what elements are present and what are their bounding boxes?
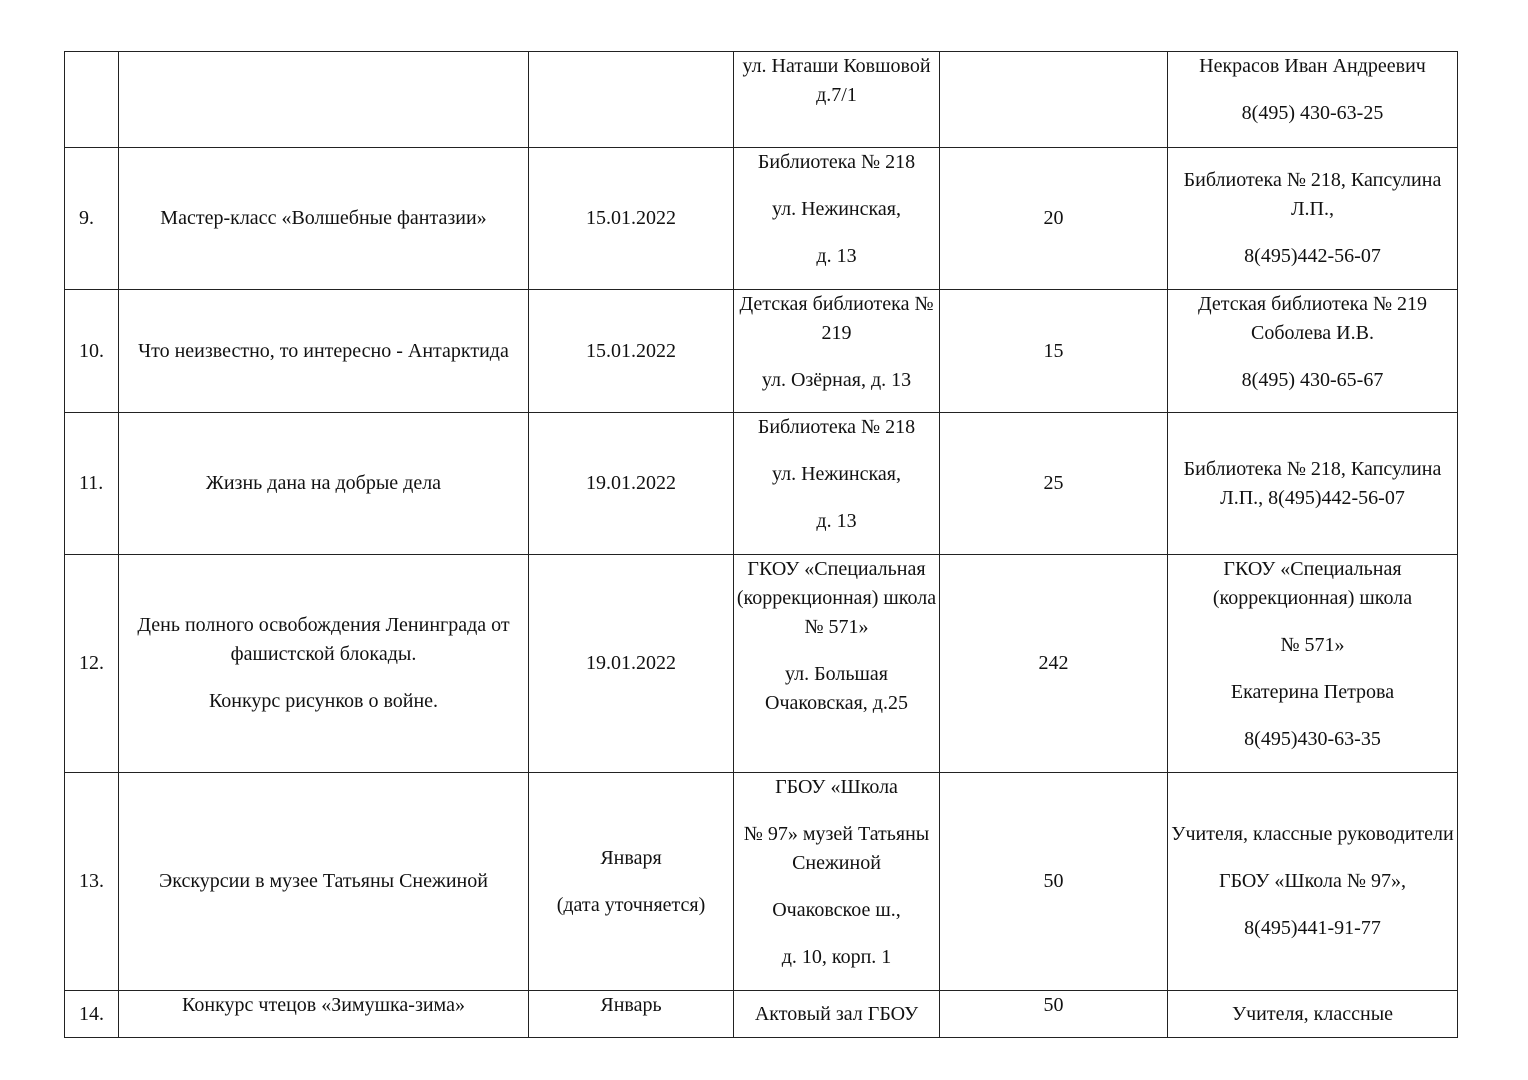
row-number-cell — [65, 290, 119, 413]
event-text: Жизнь дана на добрые дела — [205, 472, 442, 494]
place-text: д. 10, корп. 1 — [781, 946, 892, 968]
event-cell — [119, 991, 529, 1038]
contact-text: Екатерина Петрова — [1230, 681, 1395, 703]
place-cell — [734, 148, 940, 290]
event-cell — [119, 555, 529, 773]
row-number: 14. — [79, 1002, 104, 1025]
date-cell — [529, 773, 734, 991]
place-text: Библиотека № 218 — [757, 416, 916, 438]
place-text: ул. Нежинская, — [771, 463, 901, 485]
event-text: Мастер-класс «Волшебные фантазии» — [160, 207, 487, 229]
contact-cell — [1168, 773, 1458, 991]
contact-text: Некрасов Иван Андреевич — [1199, 55, 1426, 77]
contact-cell — [1168, 413, 1458, 555]
event-text: Конкурс чтецов «Зимушка-зима» — [182, 994, 465, 1016]
place-cell — [734, 413, 940, 555]
event-cell — [119, 773, 529, 991]
contact-text: № 571» — [1280, 634, 1345, 656]
date-text: Январь — [600, 994, 662, 1016]
place-text: ул. Нежинская, — [771, 198, 901, 220]
place-text: ул. Большая Очаковская, д.25 — [765, 663, 908, 714]
count-text: 25 — [1043, 472, 1064, 494]
row-number: 10. — [79, 339, 104, 362]
date-text: 15.01.2022 — [586, 207, 676, 229]
events-table — [64, 51, 1458, 1038]
contact-text: Учителя, классные руководители — [1171, 823, 1454, 845]
contact-text: 8(495) 430-63-25 — [1241, 102, 1384, 124]
count-cell — [940, 773, 1168, 991]
event-text: Что неизвестно, то интересно - Антарктида — [138, 339, 509, 362]
event-cell — [119, 148, 529, 290]
event-cell — [119, 52, 529, 148]
count-cell — [940, 555, 1168, 773]
contact-text: 8(495)441-91-77 — [1244, 917, 1381, 939]
place-text: д. 13 — [816, 245, 857, 267]
table-row — [65, 148, 1458, 290]
contact-text: ГБОУ «Школа № 97», — [1219, 870, 1406, 892]
row-number-cell — [65, 148, 119, 290]
event-text: Экскурсии в музее Татьяны Снежиной — [159, 870, 488, 892]
row-number-cell — [65, 52, 119, 148]
date-cell — [529, 148, 734, 290]
table-row — [65, 555, 1458, 773]
event-text: День полного освобождения Ленинграда от фашистской блокады. — [137, 614, 510, 665]
place-text: Очаковское ш., — [772, 899, 901, 921]
place-text: ул. Наташи Ковшовой д.7/1 — [742, 55, 931, 106]
place-text: ГБОУ «Школа — [775, 776, 898, 798]
count-cell — [940, 148, 1168, 290]
count-cell — [940, 290, 1168, 413]
place-text: ГКОУ «Специальная (коррекционная) школа № 571» — [736, 558, 937, 638]
date-cell — [529, 413, 734, 555]
date-text: Января — [600, 846, 662, 869]
count-text: 20 — [1043, 207, 1064, 229]
table-row — [65, 290, 1458, 413]
date-text: (дата уточняется) — [556, 893, 706, 916]
contact-text: Детская библиотека № 219 Соболева И.В. — [1197, 293, 1428, 344]
count-cell — [940, 991, 1168, 1038]
row-number-cell — [65, 555, 119, 773]
contact-text: 8(495)442-56-07 — [1244, 245, 1381, 267]
contact-text: 8(495)430-63-35 — [1244, 728, 1381, 750]
contact-cell — [1168, 148, 1458, 290]
contact-cell — [1168, 555, 1458, 773]
date-text: 19.01.2022 — [586, 472, 676, 494]
place-text: № 97» музей Татьяны Снежиной — [743, 823, 930, 874]
table-row — [65, 413, 1458, 555]
event-cell — [119, 290, 529, 413]
event-text: Конкурс рисунков о войне. — [208, 690, 439, 712]
place-text: Библиотека № 218 — [757, 151, 916, 173]
date-text: 19.01.2022 — [586, 652, 676, 674]
place-text: д. 13 — [816, 510, 857, 532]
row-number-cell — [65, 413, 119, 555]
row-number: 11. — [79, 472, 104, 494]
date-cell — [529, 290, 734, 413]
place-text: Детская библиотека № 219 — [739, 293, 934, 344]
date-cell — [529, 555, 734, 773]
table-row — [65, 52, 1458, 148]
date-text: 15.01.2022 — [586, 339, 676, 362]
date-cell — [529, 991, 734, 1038]
contact-text: 8(495) 430-65-67 — [1241, 369, 1384, 391]
place-cell — [734, 773, 940, 991]
contact-cell — [1168, 290, 1458, 413]
place-cell — [734, 52, 940, 148]
row-number: 13. — [79, 870, 104, 892]
contact-text: ГКОУ «Специальная (коррекционная) школа — [1212, 558, 1413, 609]
place-cell — [734, 290, 940, 413]
contact-text: Библиотека № 218, Капсулина Л.П., 8(495)442-56-07 — [1183, 457, 1442, 509]
row-number-cell — [65, 773, 119, 991]
count-text: 50 — [1043, 994, 1064, 1016]
row-number: 12. — [79, 652, 104, 674]
place-cell — [734, 555, 940, 773]
date-cell — [529, 52, 734, 148]
events-table-body — [65, 52, 1458, 1038]
count-text: 242 — [1038, 652, 1069, 674]
row-number: 9. — [79, 207, 94, 229]
count-text: 50 — [1043, 870, 1064, 892]
contact-cell — [1168, 52, 1458, 148]
place-text: ул. Озёрная, д. 13 — [761, 369, 912, 391]
contact-text: Библиотека № 218, Капсулина Л.П., — [1183, 169, 1442, 220]
contact-text: Учителя, классные — [1231, 1002, 1394, 1025]
event-cell — [119, 413, 529, 555]
place-cell — [734, 991, 940, 1038]
contact-cell — [1168, 991, 1458, 1038]
count-text: 15 — [1043, 339, 1064, 362]
row-number-cell — [65, 991, 119, 1038]
table-row — [65, 991, 1458, 1038]
count-cell — [940, 52, 1168, 148]
table-row — [65, 773, 1458, 991]
place-text: Актовый зал ГБОУ — [754, 1002, 919, 1025]
count-cell — [940, 413, 1168, 555]
